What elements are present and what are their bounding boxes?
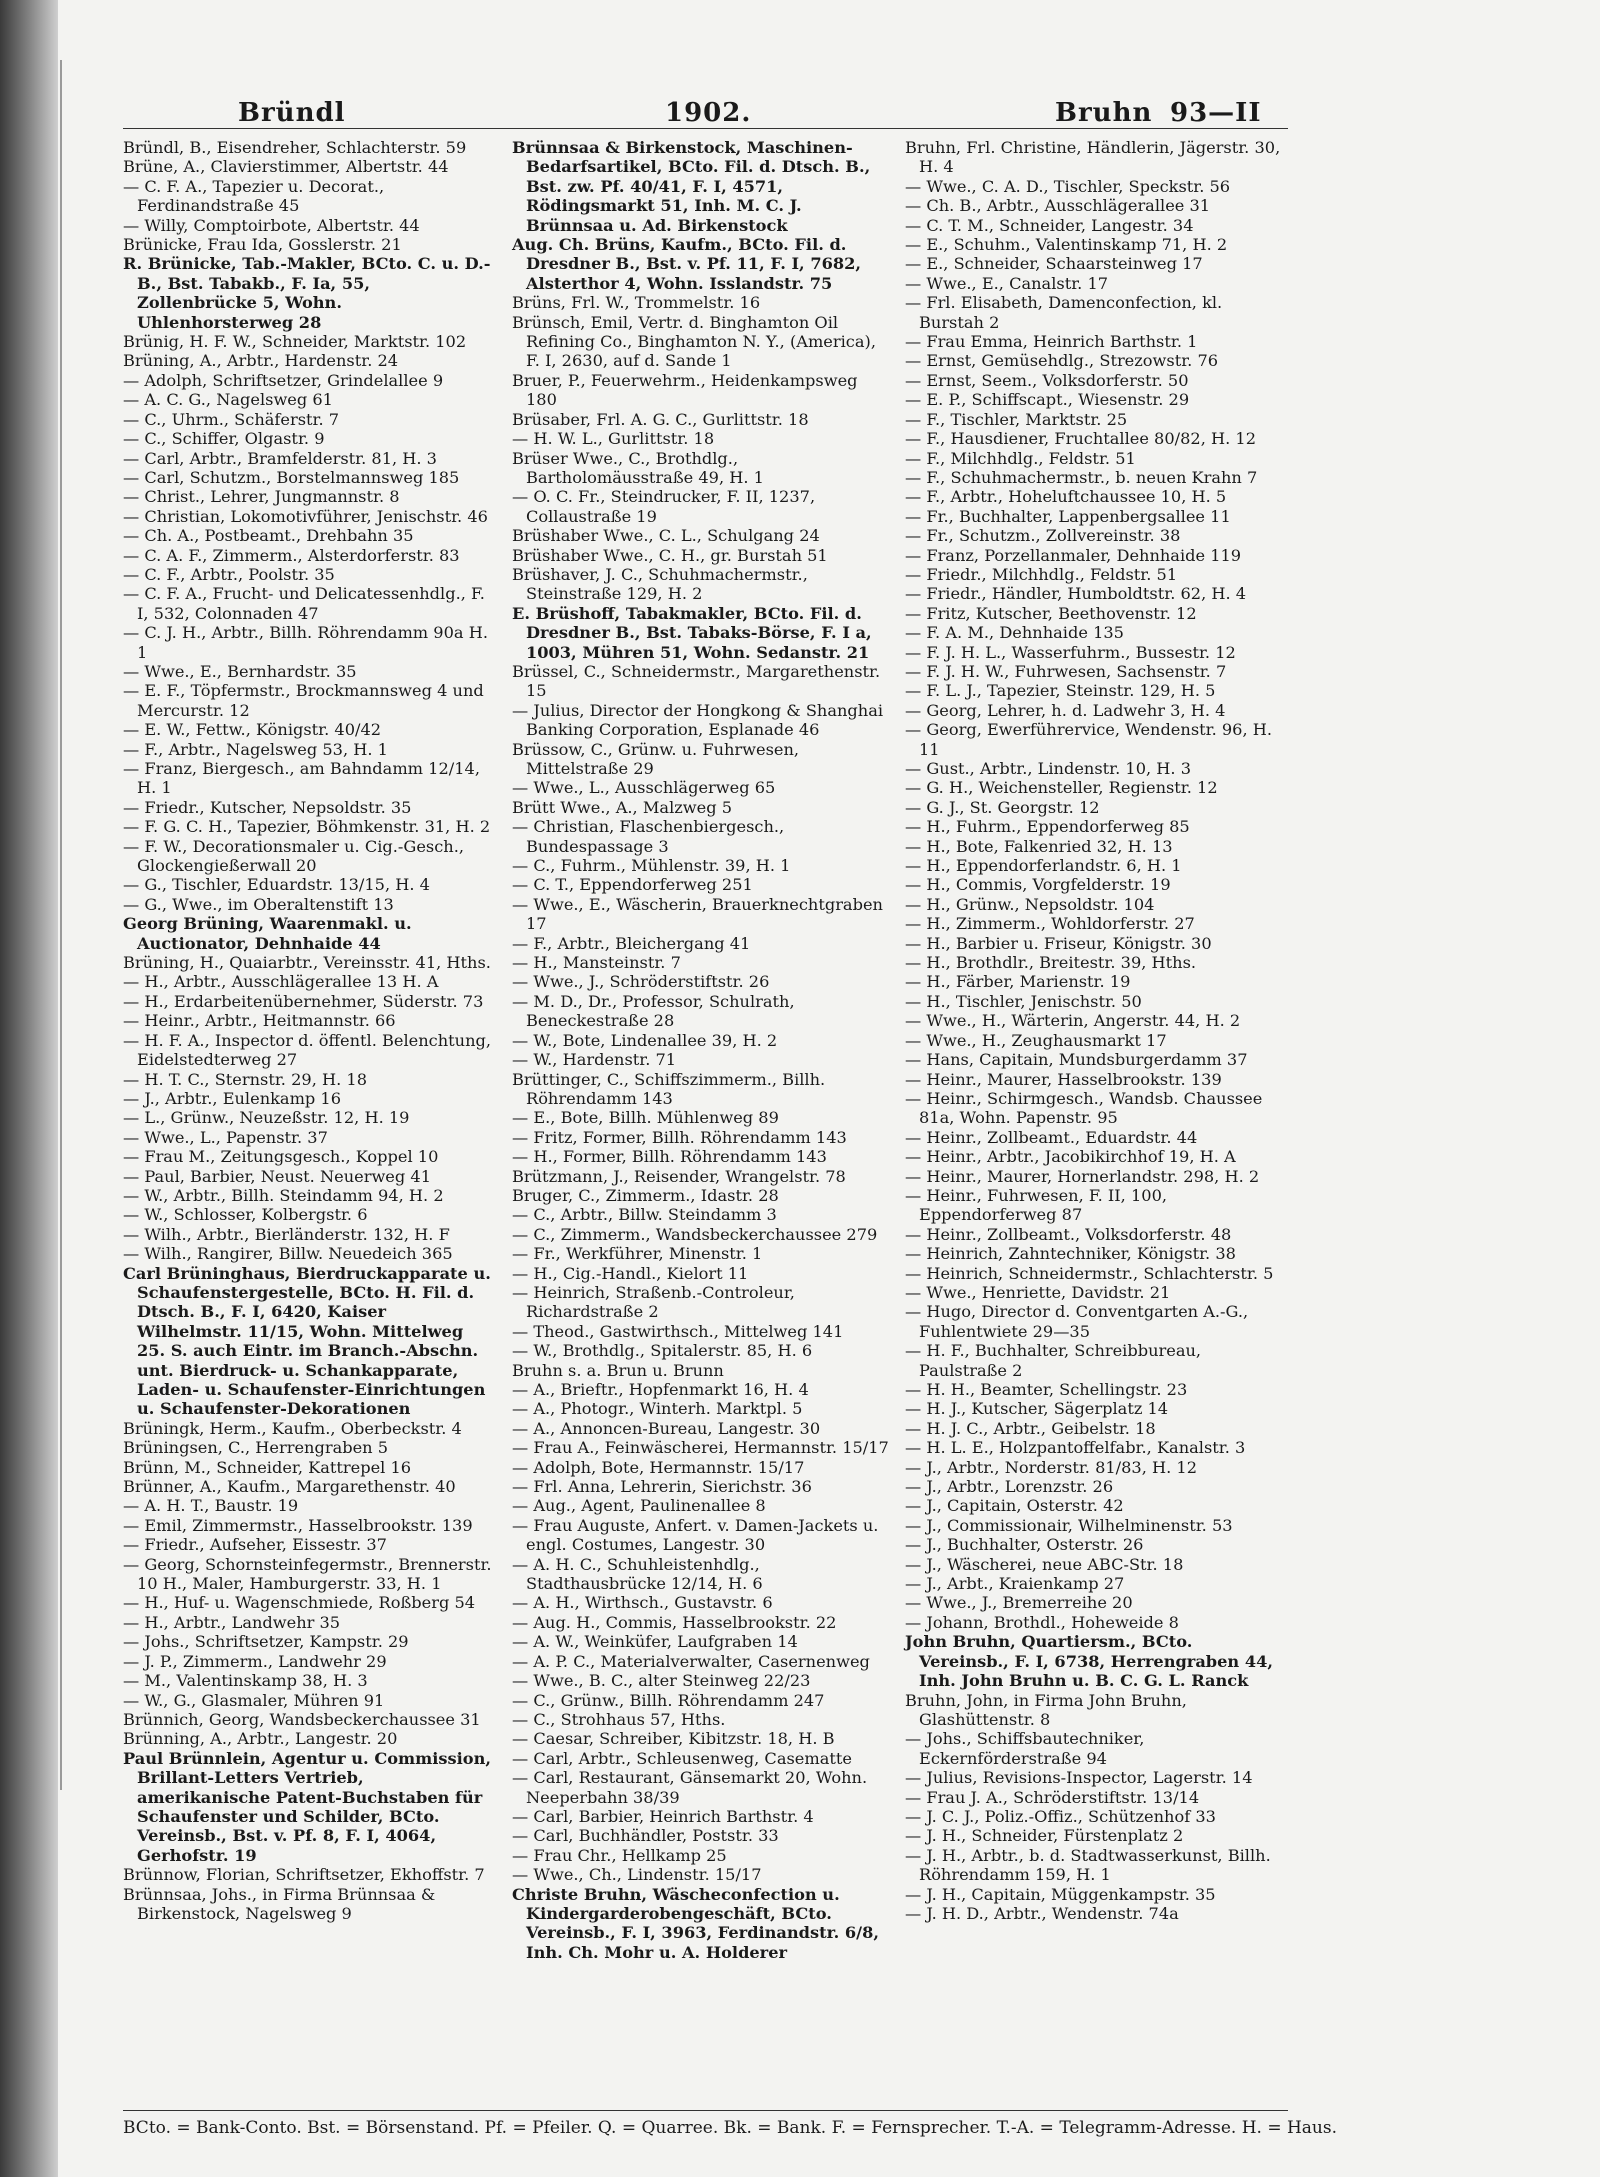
directory-entry: — A. P. C., Materialverwalter, Casernenweg: [512, 1651, 870, 1671]
directory-entry: — Franz, Porzellanmaler, Dehnhaide 119: [905, 545, 1242, 565]
directory-entry: — C. F. A., Frucht- und Delicatessenhdlg., F. I, 532, Colonnaden 47: [123, 584, 485, 623]
directory-entry: Bruer, P., Feuerwehrm., Heidenkampsweg 180: [512, 370, 858, 410]
directory-entry: — Wwe., B. C., alter Steinweg 22/23: [512, 1671, 811, 1691]
directory-entry: Brüshaver, J. C., Schuhmachermstr., Steinstraße 129, H. 2: [512, 564, 808, 604]
directory-entry: — Carl, Arbtr., Bramfelderstr. 81, H. 3: [123, 448, 437, 468]
directory-entry: — C., Grünw., Billh. Röhrendamm 247: [512, 1690, 825, 1710]
directory-entry: — J., Wäscherei, neue ABC-Str. 18: [905, 1554, 1184, 1574]
directory-entry: — Friedr., Milchhdlg., Feldstr. 51: [905, 564, 1178, 584]
directory-entry: — Frau M., Zeitungsgesch., Koppel 10: [123, 1147, 439, 1167]
directory-entry: Paul Brünnlein, Agentur u. Commission, Brillant-Letters Vertrieb, amerikanische Patent-Buchstaben für Schaufenster und Schilder, BCto. Vereinsb., Bst. v. Pf. 8, F. I, 4064, Gerhofstr. 19: [123, 1748, 491, 1865]
directory-entry: — J., Arbtr., Lorenzstr. 26: [905, 1477, 1114, 1497]
directory-entry: — Wwe., E., Canalstr. 17: [905, 273, 1109, 293]
directory-entry: Brüningsen, C., Herrengraben 5: [123, 1438, 389, 1458]
directory-entry: — Wwe., Ch., Lindenstr. 15/17: [512, 1865, 762, 1885]
directory-entry: Brüser Wwe., C., Brothdlg., Bartholomäusstraße 49, H. 1: [512, 448, 764, 487]
directory-entry: — Frl. Elisabeth, Damenconfection, kl. Burstah 2: [905, 293, 1223, 332]
directory-entry: — H. F. A., Inspector d. öffentl. Belenchtung, Eidelstedterweg 27: [123, 1030, 492, 1070]
directory-entry: — W., Arbtr., Billh. Steindamm 94, H. 2: [123, 1185, 444, 1205]
abbreviation-legend: BCto. = Bank-Conto. Bst. = Börsenstand. Pf. = Pfeiler. Q. = Quarree. Bk. = Bank. F. = Fernsprecher. T.-A. = Telegramm-Adresse. H. = Haus.: [123, 2118, 1338, 2138]
directory-entry: — Julius, Revisions-Inspector, Lagerstr. 14: [905, 1768, 1253, 1788]
directory-entry: — J., Arbtr., Eulenkamp 16: [123, 1088, 342, 1108]
directory-entry: — Fr., Schutzm., Zollvereinstr. 38: [905, 526, 1181, 546]
directory-entry: — Christ., Lehrer, Jungmannstr. 8: [123, 487, 400, 507]
directory-entry: — E. P., Schiffscapt., Wiesenstr. 29: [905, 390, 1190, 410]
directory-entry: — Julius, Director der Hongkong & Shanghai Banking Corporation, Esplanade 46: [512, 700, 884, 740]
directory-entry: Bründl, B., Eisendreher, Schlachterstr. 59: [123, 138, 467, 157]
directory-entry: Brüshaber Wwe., C. H., gr. Burstah 51: [512, 545, 828, 565]
directory-entry: — H. H., Beamter, Schellingstr. 23: [905, 1380, 1188, 1399]
directory-entry: — A., Photogr., Winterh. Marktpl. 5: [512, 1399, 803, 1419]
directory-entry: — H., Arbtr., Landwehr 35: [123, 1612, 341, 1632]
header-left-catchword: Bründl: [238, 98, 346, 128]
directory-entry: — J., Arbt., Kraienkamp 27: [905, 1574, 1125, 1594]
directory-entry: — Friedr., Kutscher, Nepsoldstr. 35: [123, 797, 412, 817]
directory-entry: — J. H., Schneider, Fürstenplatz 2: [905, 1826, 1184, 1846]
directory-entry: — C. F. A., Tapezier u. Decorat., Ferdinandstraße 45: [123, 176, 385, 216]
directory-entry: — F. W., Decorationsmaler u. Cig.-Gesch., Glockengießerwall 20: [123, 836, 464, 876]
directory-entry: — G. J., St. Georgstr. 12: [905, 797, 1100, 817]
directory-entry: Brüne, A., Clavierstimmer, Albertstr. 44: [123, 157, 449, 177]
directory-entry: — F., Arbtr., Hoheluftchaussee 10, H. 5: [905, 487, 1227, 507]
directory-entry: — Fr., Buchhalter, Lappenbergsallee 11: [905, 506, 1231, 526]
directory-entry: Brüns, Frl. W., Trommelstr. 16: [512, 293, 761, 313]
header-right-catchword: Bruhn: [1055, 98, 1153, 128]
directory-entry: — G. H., Weichensteller, Regienstr. 12: [905, 778, 1218, 798]
directory-entry: — Heinr., Zollbeamt., Volksdorferstr. 48: [905, 1224, 1232, 1244]
directory-entry: — W., Schlosser, Kolbergstr. 6: [123, 1205, 368, 1225]
directory-entry: — Johs., Schriftsetzer, Kampstr. 29: [123, 1632, 409, 1652]
directory-entry: — G., Tischler, Eduardstr. 13/15, H. 4: [123, 875, 430, 895]
directory-entry: Brünning, A., Arbtr., Langestr. 20: [123, 1729, 398, 1749]
directory-entry: — M., Valentinskamp 38, H. 3: [123, 1671, 368, 1691]
directory-entry: — A., Annoncen-Bureau, Langestr. 30: [512, 1418, 821, 1438]
directory-entry: — H. F., Buchhalter, Schreibbureau, Paulstraße 2: [905, 1341, 1202, 1380]
directory-entry: — H., Bote, Falkenried 32, H. 13: [905, 836, 1173, 856]
directory-entry: — Hans, Capitain, Mundsburgerdamm 37: [905, 1050, 1248, 1070]
directory-entry: — Heinr., Arbtr., Heitmannstr. 66: [123, 1011, 396, 1031]
directory-entry: — C. T., Eppendorferweg 251: [512, 875, 753, 895]
directory-entry: — C., Strohhaus 57, Hths.: [512, 1709, 726, 1729]
directory-entry: — H., Former, Billh. Röhrendamm 143: [512, 1147, 827, 1167]
column-3: [905, 138, 1285, 1923]
directory-entry: — Friedr., Aufseher, Eissestr. 37: [123, 1535, 387, 1555]
column-2: [512, 138, 890, 1962]
directory-entry: Brüssow, C., Grünw. u. Fuhrwesen, Mittelstraße 29: [512, 739, 800, 778]
directory-entry: — Ernst, Seem., Volksdorferstr. 50: [905, 370, 1189, 390]
directory-entry: — G., Wwe., im Oberaltenstift 13: [123, 894, 394, 914]
directory-entry: — E. F., Töpfermstr., Brockmannsweg 4 und Mercurstr. 12: [123, 681, 484, 720]
directory-entry: — H., Barbier u. Friseur, Königstr. 30: [905, 933, 1212, 953]
directory-entry: — C. T. M., Schneider, Langestr. 34: [905, 215, 1194, 235]
directory-entry: Brünsch, Emil, Vertr. d. Binghamton Oil Refining Co., Binghamton N. Y., (America), F. I, 2630, auf d. Sande 1: [512, 312, 876, 371]
directory-entry: — F. A. M., Dehnhaide 135: [905, 623, 1124, 643]
directory-entry: — H., Erdarbeitenübernehmer, Süderstr. 73: [123, 991, 484, 1011]
directory-entry: — Frau Emma, Heinrich Barthstr. 1: [905, 332, 1198, 352]
directory-entry: Bruger, C., Zimmerm., Idastr. 28: [512, 1185, 779, 1205]
header-rule: [123, 128, 1288, 129]
directory-entry: — A. H. T., Baustr. 19: [123, 1496, 299, 1516]
directory-entry: — Carl, Restaurant, Gänsemarkt 20, Wohn. Neeperbahn 38/39: [512, 1768, 868, 1807]
header-year: 1902.: [665, 98, 752, 128]
directory-entry: — H., Zimmerm., Wohldorferstr. 27: [905, 914, 1195, 934]
directory-entry: — Christian, Lokomotivführer, Jenischstr. 46: [123, 506, 488, 526]
directory-entry: — H., Brothdlr., Breitestr. 39, Hths.: [905, 953, 1197, 973]
directory-entry: Brüssel, C., Schneidermstr., Margarethenstr. 15: [512, 661, 881, 701]
column-1: [123, 138, 495, 1923]
directory-entry: — F., Hausdiener, Fruchtallee 80/82, H. 12: [905, 429, 1256, 449]
directory-entry: — Theod., Gastwirthsch., Mittelweg 141: [512, 1321, 844, 1341]
directory-entry: Brünnsaa, Johs., in Firma Brünnsaa & Birkenstock, Nagelsweg 9: [123, 1884, 436, 1923]
directory-entry: Brünicke, Frau Ida, Gosslerstr. 21: [123, 235, 402, 255]
directory-entry: — Ch. B., Arbtr., Ausschlägerallee 31: [905, 196, 1211, 216]
directory-entry: — H., Arbtr., Ausschlägerallee 13 H. A: [123, 972, 439, 992]
directory-entry: — Adolph, Schriftsetzer, Grindelallee 9: [123, 370, 444, 390]
directory-entry: — H., Huf- u. Wagenschmiede, Roßberg 54: [123, 1593, 476, 1613]
directory-entry: — C. F., Arbtr., Poolstr. 35: [123, 564, 335, 584]
directory-entry: — A. C. G., Nagelsweg 61: [123, 390, 333, 410]
directory-entry: — Frau J. A., Schröderstiftstr. 13/14: [905, 1787, 1200, 1807]
directory-entry: Brüningk, Herm., Kaufm., Oberbeckstr. 4: [123, 1418, 462, 1438]
directory-entry: — H., Eppendorferlandstr. 6, H. 1: [905, 856, 1182, 876]
directory-entry: — H. T. C., Sternstr. 29, H. 18: [123, 1069, 367, 1089]
directory-entry: — C., Uhrm., Schäferstr. 7: [123, 409, 340, 429]
directory-entry: — Adolph, Bote, Hermannstr. 15/17: [512, 1457, 805, 1477]
directory-entry: — J. P., Zimmerm., Landwehr 29: [123, 1651, 387, 1671]
directory-entry: — H. L. E., Holzpantoffelfabr., Kanalstr. 3: [905, 1438, 1246, 1458]
directory-entry: — C., Arbtr., Billw. Steindamm 3: [512, 1205, 777, 1225]
directory-entry: — Wwe., J., Bremerreihe 20: [905, 1593, 1133, 1613]
directory-entry: — Heinrich, Schneidermstr., Schlachterstr. 5: [905, 1263, 1274, 1283]
directory-entry: — Johs., Schiffsbautechniker, Eckernförderstraße 94: [905, 1729, 1145, 1768]
directory-entry: — Emil, Zimmermstr., Hasselbrookstr. 139: [123, 1515, 473, 1535]
directory-entry: — Wwe., E., Bernhardstr. 35: [123, 661, 357, 681]
directory-entry: — J. H., Capitain, Müggenkampstr. 35: [905, 1884, 1216, 1904]
directory-entry: — Paul, Barbier, Neust. Neuerweg 41: [123, 1166, 431, 1186]
directory-entry: — F., Arbtr., Nagelsweg 53, H. 1: [123, 739, 388, 759]
directory-entry: — J., Capitain, Osterstr. 42: [905, 1496, 1124, 1516]
directory-entry: — F., Tischler, Marktstr. 25: [905, 409, 1128, 429]
directory-entry: — F., Schuhmachermstr., b. neuen Krahn 7: [905, 467, 1258, 487]
directory-entry: — J., Buchhalter, Osterstr. 26: [905, 1535, 1144, 1555]
directory-entry: Brünig, H. F. W., Schneider, Marktstr. 102: [123, 332, 467, 352]
directory-entry: — Franz, Biergesch., am Bahndamm 12/14, H. 1: [123, 759, 480, 798]
directory-entry: Bruhn, John, in Firma John Bruhn, Glashüttenstr. 8: [905, 1690, 1187, 1729]
directory-entry: — J. C. J., Poliz.-Offiz., Schützenhof 33: [905, 1806, 1216, 1826]
directory-entry: Bruhn s. a. Brun u. Brunn: [512, 1360, 724, 1380]
directory-entry: — O. C. Fr., Steindrucker, F. II, 1237, Collaustraße 19: [512, 487, 816, 526]
directory-entry: — E., Bote, Billh. Mühlenweg 89: [512, 1108, 779, 1128]
directory-entry: — W., Brothdlg., Spitalerstr. 85, H. 6: [512, 1341, 813, 1361]
directory-entry: — L., Grünw., Neuzeßstr. 12, H. 19: [123, 1108, 410, 1128]
directory-entry: — M. D., Dr., Professor, Schulrath, Beneckestraße 28: [512, 991, 795, 1031]
directory-entry: — Georg, Ewerführervice, Wendenstr. 96, H. 11: [905, 720, 1273, 759]
directory-entry: Georg Brüning, Waarenmakl. u. Auctionator, Dehnhaide 44: [123, 914, 412, 953]
directory-entry: — F., Milchhdlg., Feldstr. 51: [905, 448, 1136, 468]
directory-entry: — E. W., Fettw., Königstr. 40/42: [123, 720, 382, 740]
directory-entry: — Wwe., Henriette, Davidstr. 21: [905, 1282, 1171, 1302]
directory-entry: — Wilh., Arbtr., Bierländerstr. 132, H. F: [123, 1224, 450, 1244]
directory-entry: Christe Bruhn, Wäscheconfection u. Kindergarderobengeschäft, BCto. Vereinsb., F. I, 3963, Ferdinandstr. 6/8, Inh. Ch. Mohr u. A. Holderer: [512, 1884, 879, 1962]
book-spine: [0, 0, 58, 2177]
directory-entry: Bruhn, Frl. Christine, Händlerin, Jägerstr. 30, H. 4: [905, 138, 1281, 177]
directory-entry: — H., Commis, Vorgfelderstr. 19: [905, 875, 1171, 895]
directory-entry: — Heinr., Maurer, Hornerlandstr. 298, H. 2: [905, 1166, 1260, 1186]
directory-entry: — Georg, Lehrer, h. d. Ladwehr 3, H. 4: [905, 700, 1226, 720]
directory-entry: — Wilh., Rangirer, Billw. Neuedeich 365: [123, 1244, 453, 1264]
directory-entry: Aug. Ch. Brüns, Kaufm., BCto. Fil. d. Dresdner B., Bst. v. Pf. 11, F. I, 7682, Alsterthor 4, Wohn. Isslandstr. 75: [512, 235, 862, 293]
directory-entry: — E., Schneider, Schaarsteinweg 17: [905, 254, 1203, 274]
directory-entry: — C., Zimmerm., Wandsbeckerchaussee 279: [512, 1224, 878, 1244]
directory-entry: — H., Tischler, Jenischstr. 50: [905, 991, 1142, 1011]
directory-entry: — Heinrich, Zahntechniker, Königstr. 38: [905, 1244, 1236, 1264]
directory-entry: Brütt Wwe., A., Malzweg 5: [512, 797, 733, 817]
directory-entry: — Fritz, Former, Billh. Röhrendamm 143: [512, 1127, 847, 1147]
directory-entry: — F. J. H. W., Fuhrwesen, Sachsenstr. 7: [905, 661, 1227, 681]
directory-entry: — J., Commissionair, Wilhelminenstr. 53: [905, 1515, 1233, 1535]
directory-entry: — Heinrich, Straßenb.-Controleur, Richardstraße 2: [512, 1282, 795, 1322]
directory-entry: — H., Grünw., Nepsoldstr. 104: [905, 894, 1155, 914]
directory-entry: — Wwe., L., Ausschlägerweg 65: [512, 778, 776, 798]
directory-entry: — J. H., Arbtr., b. d. Stadtwasserkunst, Billh. Röhrendamm 159, H. 1: [905, 1845, 1271, 1885]
directory-entry: Brünnsaa & Birkenstock, Maschinen-Bedarfsartikel, BCto. Fil. d. Dtsch. B., Bst. zw. Pf. 40/41, F. I, 4571, Rödingsmarkt 51, Inh. M. C. J. Brünnsaa u. Ad. Birkenstock: [512, 138, 871, 235]
directory-entry: Brüttinger, C., Schiffszimmerm., Billh. Röhrendamm 143: [512, 1069, 826, 1108]
directory-entry: — Wwe., L., Papenstr. 37: [123, 1127, 328, 1147]
directory-entry: — F. J. H. L., Wasserfuhrm., Bussestr. 12: [905, 642, 1236, 662]
directory-entry: — Wwe., H., Wärterin, Angerstr. 44, H. 2: [905, 1011, 1241, 1031]
directory-entry: — Wwe., C. A. D., Tischler, Speckstr. 56: [905, 176, 1231, 196]
directory-entry: — Heinr., Fuhrwesen, F. II, 100, Eppendorferweg 87: [905, 1185, 1168, 1225]
directory-entry: — H., Färber, Marienstr. 19: [905, 972, 1131, 992]
directory-entry: — C., Schiffer, Olgastr. 9: [123, 429, 325, 449]
directory-entry: — Carl, Barbier, Heinrich Barthstr. 4: [512, 1806, 814, 1826]
directory-entry: — A. H. C., Schuhleistenhdlg., Stadthausbrücke 12/14, H. 6: [512, 1554, 763, 1594]
directory-entry: — A., Brieftr., Hopfenmarkt 16, H. 4: [512, 1380, 809, 1399]
directory-entry: — W., G., Glasmaler, Mühren 91: [123, 1690, 385, 1710]
directory-entry: Brünnich, Georg, Wandsbeckerchaussee 31: [123, 1709, 481, 1729]
directory-entry: — J. H. D., Arbtr., Wendenstr. 74a: [905, 1903, 1179, 1923]
directory-entry: — A. H., Wirthsch., Gustavstr. 6: [512, 1593, 773, 1613]
directory-entry: — H., Fuhrm., Eppendorferweg 85: [905, 817, 1190, 837]
directory-entry: — H., Mansteinstr. 7: [512, 953, 681, 973]
directory-entry: Brüning, H., Quaiarbtr., Vereinsstr. 41, Hths.: [123, 953, 491, 973]
directory-entry: — Carl, Arbtr., Schleusenweg, Casematte: [512, 1748, 852, 1768]
directory-entry: — Wwe., J., Schröderstiftstr. 26: [512, 972, 770, 992]
directory-entry: R. Brünicke, Tab.-Makler, BCto. C. u. D.-B., Bst. Tabakb., F. Ia, 55, Zollenbrücke 5, Wohn. Uhlenhorsterweg 28: [123, 254, 491, 332]
directory-entry: — F. L. J., Tapezier, Steinstr. 129, H. 5: [905, 681, 1216, 701]
directory-entry: — Frau Auguste, Anfert. v. Damen-Jackets u. engl. Costumes, Langestr. 30: [512, 1515, 879, 1555]
directory-entry: Brünner, A., Kaufm., Margarethenstr. 40: [123, 1477, 456, 1497]
directory-entry: John Bruhn, Quartiersm., BCto. Vereinsb., F. I, 6738, Herrengraben 44, Inh. John Bruhn u. B. C. G. L. Ranck: [905, 1632, 1273, 1691]
directory-entry: Brüshaber Wwe., C. L., Schulgang 24: [512, 526, 820, 546]
directory-entry: — J., Arbtr., Norderstr. 81/83, H. 12: [905, 1457, 1198, 1477]
directory-entry: — E., Schuhm., Valentinskamp 71, H. 2: [905, 235, 1228, 255]
directory-entry: — Heinr., Schirmgesch., Wandsb. Chaussee 81a, Wohn. Papenstr. 95: [905, 1088, 1263, 1128]
directory-entry: — Fritz, Kutscher, Beethovenstr. 12: [905, 603, 1197, 623]
directory-entry: — Willy, Comptoirbote, Albertstr. 44: [123, 215, 420, 235]
footer-rule: [123, 2110, 1288, 2111]
directory-entry: — Aug., Agent, Paulinenallee 8: [512, 1496, 766, 1516]
directory-entry: — F. G. C. H., Tapezier, Böhmkenstr. 31, H. 2: [123, 817, 491, 837]
directory-entry: — H. J., Kutscher, Sägerplatz 14: [905, 1399, 1169, 1419]
directory-entry: — Frl. Anna, Lehrerin, Sierichstr. 36: [512, 1477, 812, 1497]
directory-entry: — C. J. H., Arbtr., Billh. Röhrendamm 90a H. 1: [123, 623, 488, 662]
header-page-number: 93—II: [1170, 98, 1262, 128]
directory-entry: — Caesar, Schreiber, Kibitzstr. 18, H. B: [512, 1729, 835, 1749]
directory-entry: — Georg, Schornsteinfegermstr., Brennerstr. 10 H., Maler, Hamburgerstr. 33, H. 1: [123, 1554, 492, 1594]
directory-entry: — Christian, Flaschenbiergesch., Bundespassage 3: [512, 817, 785, 856]
directory-entry: — Carl, Buchhändler, Poststr. 33: [512, 1826, 779, 1846]
directory-entry: — Wwe., H., Zeughausmarkt 17: [905, 1030, 1167, 1050]
directory-entry: — Fr., Werkführer, Minenstr. 1: [512, 1244, 763, 1264]
directory-entry: Brünnow, Florian, Schriftsetzer, Ekhoffstr. 7: [123, 1865, 485, 1885]
directory-entry: — C. A. F., Zimmerm., Alsterdorferstr. 83: [123, 545, 460, 565]
directory-entry: Brüsaber, Frl. A. G. C., Gurlittstr. 18: [512, 409, 809, 429]
directory-entry: E. Brüshoff, Tabakmakler, BCto. Fil. d. Dresdner B., Bst. Tabaks-Börse, F. I a, 1003, Mühren 51, Wohn. Sedanstr. 21: [512, 603, 872, 662]
directory-entry: — A. W., Weinküfer, Laufgraben 14: [512, 1632, 798, 1652]
directory-entry: — Frau A., Feinwäscherei, Hermannstr. 15/17: [512, 1438, 889, 1458]
directory-entry: — F., Arbtr., Bleichergang 41: [512, 933, 751, 953]
directory-entry: — Frau Chr., Hellkamp 25: [512, 1845, 727, 1865]
directory-entry: — Ch. A., Postbeamt., Drehbahn 35: [123, 526, 414, 546]
directory-entry: — H., Cig.-Handl., Kielort 11: [512, 1263, 749, 1283]
directory-entry: — Friedr., Händler, Humboldtstr. 62, H. 4: [905, 584, 1247, 604]
directory-entry: — H. J. C., Arbtr., Geibelstr. 18: [905, 1418, 1156, 1438]
directory-entry: Carl Brüninghaus, Bierdruckapparate u. Schaufenstergestelle, BCto. H. Fil. d. Dtsch. B., F. I, 6420, Kaiser Wilhelmstr. 11/15, Wohn. Mittelweg 25. S. auch Eintr. im Branch.-Abschn. unt. Bierdruck- u. Schankapparate, Laden- u. Schaufenster-Einrichtungen u. Schaufenster-Dekorationen: [123, 1263, 491, 1419]
directory-entry: — Gust., Arbtr., Lindenstr. 10, H. 3: [905, 759, 1192, 778]
directory-entry: — Ernst, Gemüsehdlg., Strezowstr. 76: [905, 351, 1219, 371]
directory-entry: Brünn, M., Schneider, Kattrepel 16: [123, 1457, 412, 1477]
directory-entry: — C., Fuhrm., Mühlenstr. 39, H. 1: [512, 856, 791, 876]
directory-entry: — Johann, Brothdl., Hoheweide 8: [905, 1612, 1179, 1632]
directory-entry: Brüning, A., Arbtr., Hardenstr. 24: [123, 351, 399, 371]
directory-entry: — W., Hardenstr. 71: [512, 1050, 677, 1070]
page-edge-line: [60, 60, 62, 1790]
directory-entry: — Carl, Schutzm., Borstelmannsweg 185: [123, 467, 460, 487]
directory-entry: — Hugo, Director d. Conventgarten A.-G., Fuhlentwiete 29—35: [905, 1302, 1249, 1341]
directory-entry: — Heinr., Maurer, Hasselbrookstr. 139: [905, 1069, 1222, 1089]
directory-entry: — Wwe., E., Wäscherin, Brauerknechtgraben 17: [512, 894, 883, 934]
directory-entry: — H. W. L., Gurlittstr. 18: [512, 429, 715, 449]
directory-entry: — Heinr., Arbtr., Jacobikirchhof 19, H. A: [905, 1147, 1236, 1167]
directory-entry: — W., Bote, Lindenallee 39, H. 2: [512, 1030, 778, 1050]
directory-entry: Brützmann, J., Reisender, Wrangelstr. 78: [512, 1166, 846, 1186]
directory-entry: — Heinr., Zollbeamt., Eduardstr. 44: [905, 1127, 1198, 1147]
directory-entry: — Aug. H., Commis, Hasselbrookstr. 22: [512, 1612, 837, 1632]
